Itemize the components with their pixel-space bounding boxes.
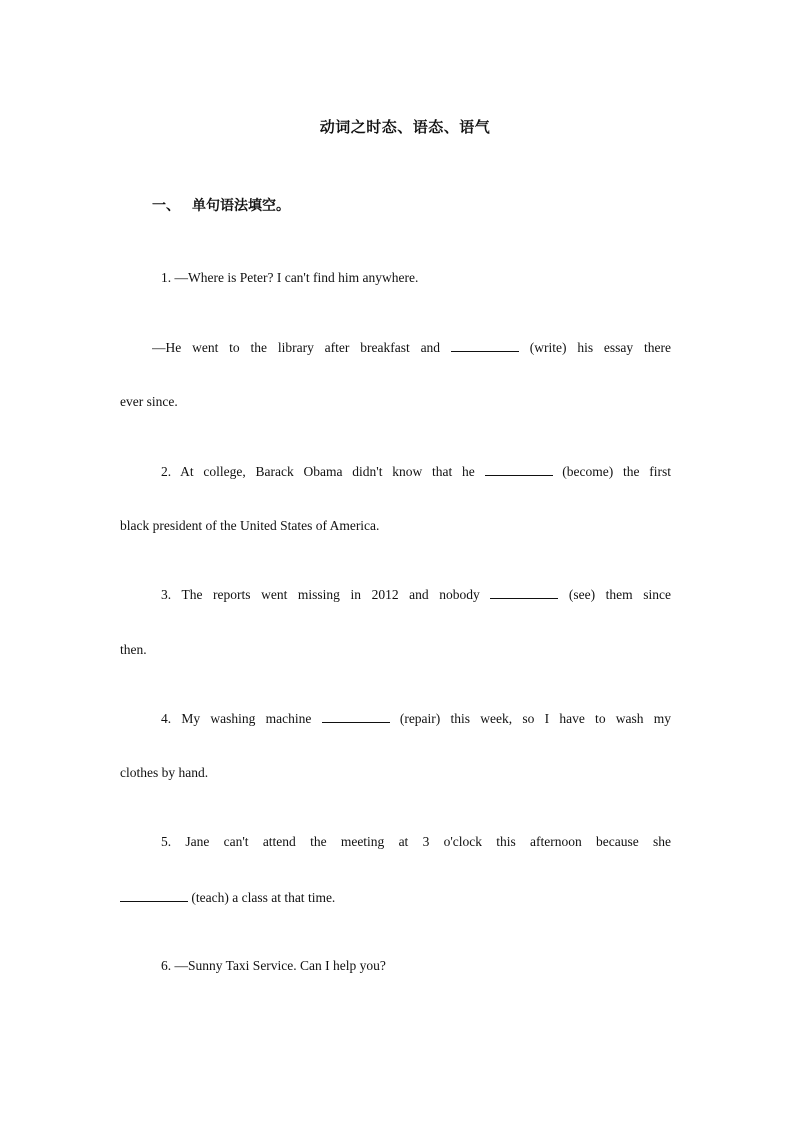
question-number: 5. [161,834,172,849]
question-2-line-2 [120,517,379,535]
question-1-line-2 [152,338,671,356]
question-number: 2. [161,464,172,479]
question-text: (teach) a class at that time. [191,890,336,905]
question-text: —Where is Peter? I can't find him anywhere. [174,270,419,285]
question-text: clothes by hand. [120,765,209,780]
document-title: 动词之时态、语态、语气 [319,118,491,136]
answer-blank[interactable] [490,585,558,599]
question-number: 3. [161,587,172,602]
question-text: —Sunny Taxi Service. Can I help you? [174,958,386,973]
question-text: —He went to the library after breakfast and [152,340,441,355]
question-number: 6. [161,958,172,973]
question-number: 1. [161,270,172,285]
question-text: black president of the United States of America. [120,518,380,533]
question-text: (write) his essay there [529,340,671,355]
question-text: At college, Barack Obama didn't know that he [180,464,475,479]
question-5 [161,833,671,851]
question-text: ever since. [120,394,178,409]
section-heading [152,195,290,215]
question-text: My washing machine [181,711,312,726]
question-text: (become) the first [562,464,671,479]
question-4 [161,709,671,727]
question-text: Jane can't attend the meeting at 3 o'clock this afternoon because she [185,834,671,849]
question-1 [161,269,418,287]
answer-blank[interactable] [451,338,519,352]
section-number: 一、 [152,198,180,214]
question-1-line-3 [120,393,178,411]
section-label: 单句语法填空。 [192,198,290,214]
question-5-line-2 [120,888,335,907]
question-2 [161,462,671,480]
answer-blank[interactable] [120,888,188,902]
question-3-line-2 [120,641,147,659]
question-text: (see) them since [568,587,671,602]
question-4-line-2 [120,764,208,782]
question-6 [161,957,386,975]
answer-blank[interactable] [485,462,553,476]
question-number: 4. [161,711,172,726]
question-text: then. [120,642,147,657]
question-text: The reports went missing in 2012 and nobody [181,587,480,602]
question-text: (repair) this week, so I have to wash my [399,711,671,726]
question-3 [161,585,671,603]
answer-blank[interactable] [322,709,390,723]
